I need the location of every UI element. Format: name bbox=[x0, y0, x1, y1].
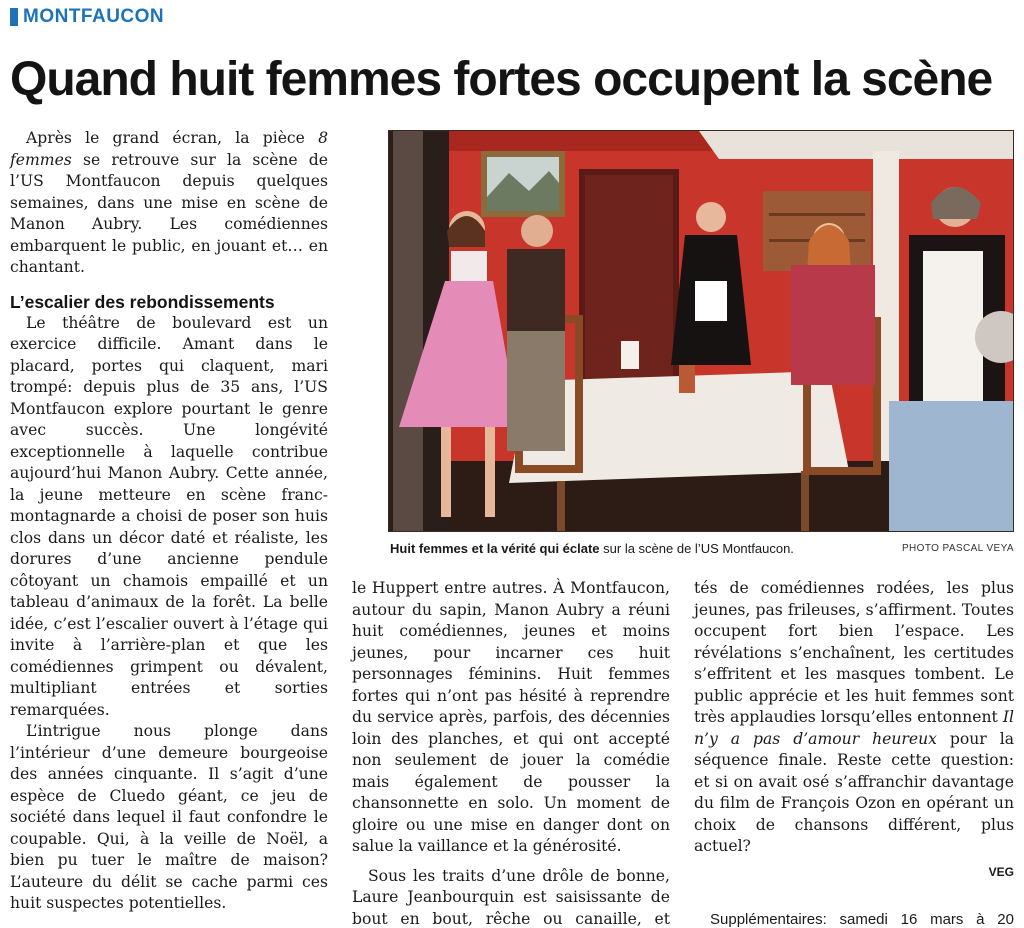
author-signature: VEG bbox=[988, 864, 1014, 879]
kicker-bar bbox=[10, 8, 18, 26]
article-column-1 bbox=[10, 128, 328, 928]
headline: Quand huit femmes fortes occupent la scène bbox=[10, 53, 993, 106]
kicker-text: MONTFAUCON bbox=[23, 6, 165, 27]
song-title: Il n’y a pas d’amour heureux bbox=[694, 708, 1014, 748]
stair-beam bbox=[699, 131, 1014, 159]
performance-info: Supplémentaires: samedi 16 mars à 20 bbox=[710, 911, 1014, 928]
teapot bbox=[621, 341, 639, 369]
body-paragraph: le Huppert entre autres. À Montfaucon, autour du sapin, Manon Aubry a réuni huit comédiennes, jeunes et moins jeunes, pour incarner ces huit personnages féminins. Huit femmes fortes qui n’ont pas hésité à reprendre du service après, parfois, des décennies loin des planches, et qui ont accepté non seulement de jouer la comédie mais également de pousser la chansonnette en solo. Un moment de gloire ou une mise en danger dont on salue la vaillance et la générosité. bbox=[352, 579, 670, 855]
section-kicker bbox=[10, 6, 164, 28]
photo-caption bbox=[390, 540, 1014, 558]
body-paragraph: L’intrigue nous plonge dans l’intérieur d’une demeure bourgeoise des années cinquante. Il s’agit d’une espèce de Cluedo géant, ce jeu de société dans lequel il faut confondre le coupable. Qui, à la veille de Noël, a bien pu tuer le maître de maison? L’auteure du délit se cache parmi ces huit suspectes potentielles. bbox=[10, 722, 328, 912]
stage-scene-illustration bbox=[389, 131, 1014, 532]
article-column-2 bbox=[352, 578, 670, 928]
caption-text bbox=[390, 540, 794, 558]
subheading-escalier: L’escalier des rebondissements bbox=[10, 291, 275, 312]
body-paragraph: tés de comédiennes rodées, les plus jeunes, pas frileuses, s’affirment. Toutes occupent fort bien l’espace. Les révélations s’enchaînent, les certitudes s’effritent et les masques tombent. Le public apprécie et les huit femmes sont très applaudies lorsqu’elles entonnent Il n’y a pas d’amour heureux pour la séquence finale. Reste cette question: et si on avait osé s’affranchir davantage du film de François Ozon en opérant un choix de chansons différent, plus actuel? bbox=[694, 579, 1014, 855]
caption-bold: Huit femmes et la vérité qui éclate bbox=[390, 541, 600, 556]
actress bbox=[521, 215, 553, 247]
body-paragraph: Le théâtre de boulevard est un exercice difficile. Amant dans le placard, portes qui claquent, mari trompé: depuis plus de 35 ans, l’US Montfaucon explore pourtant le genre avec succès. Une longévité exceptionnelle à laquelle contribue aujourd’hui Manon Aubry. Cette année, la jeune metteure en scène franc-montagnarde a choisi de poser son huis clos dans un décor daté et réaliste, les dorures d’une ancienne pendule côtoyant un chamois empaillé et un tableau d’animaux de la forêt. La belle idée, c’est l’escalier ouvert à l’étage qui invite à l’arrière-plan et que les comédiennes grimpent ou dévalent, multipliant entrées et sorties remarquées. bbox=[10, 313, 328, 719]
stage-photo bbox=[388, 130, 1014, 532]
body-paragraph: Sous les traits d’une drôle de bonne, Laure Jeanbourquin est saisissante de bout en bout, rêche ou canaille, et bbox=[352, 866, 670, 928]
article-column-3 bbox=[694, 578, 1014, 928]
curtain-fold bbox=[393, 131, 423, 532]
actress bbox=[696, 202, 726, 232]
intro-paragraph: Après le grand écran, la pièce 8 femmes se retrouve sur la scène de l’US Montfaucon depuis quelques semaines, dans une mise en scène de Manon Aubry. Les comédiennes embarquent le public, en jouant et… en chantant. bbox=[10, 129, 328, 276]
play-title: 8 femmes bbox=[10, 129, 328, 169]
foreground-figure bbox=[889, 401, 1014, 532]
photo-credit: PHOTO PASCAL VEYA bbox=[901, 543, 1014, 554]
caption-rest: sur la scène de l’US Montfaucon. bbox=[599, 541, 794, 556]
